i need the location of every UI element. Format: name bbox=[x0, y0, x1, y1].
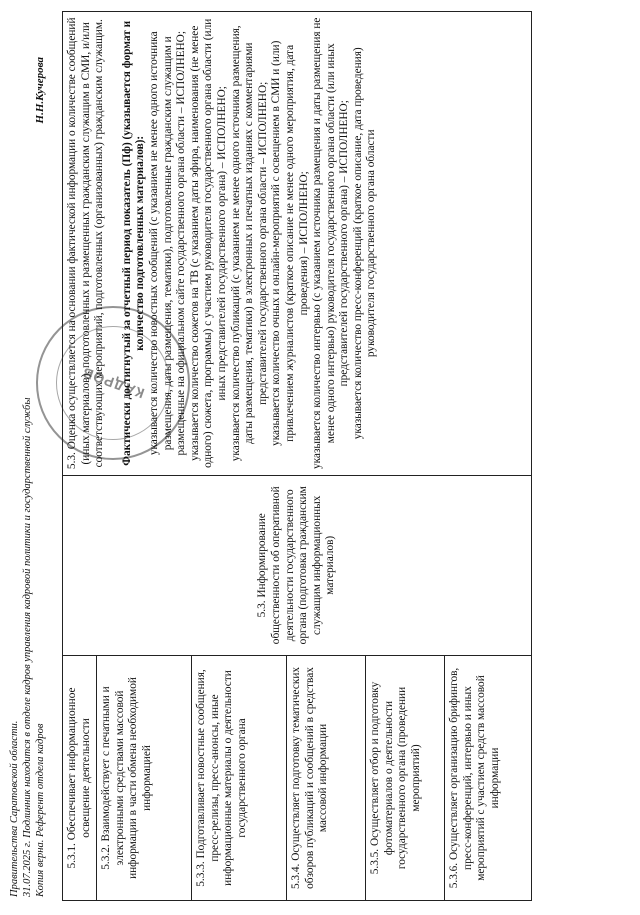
header-line-1: Правительства Саратовской области. bbox=[9, 720, 20, 897]
evaluation-item: указывается количество интервью (с указанием источника размещения и даты размещения не менее одного интервью) руководителя государственного органа области (или иных представителей государственного органа) – ИСПОЛНЕНО; bbox=[311, 17, 351, 470]
header-line-3: Копия верна. Референт отдела кадров bbox=[35, 723, 46, 897]
evaluation-item: указывается количество новостных сообщений (с указанием не менее одного источника размещения, даты размещения, тематики), подготовленные гражданским служащим и размещенные на официальном сайте государственного органа области – ИСПОЛНЕНО; bbox=[147, 31, 188, 456]
table-row bbox=[63, 12, 97, 901]
seal-text: КАДРОВ bbox=[79, 364, 147, 402]
duty-cell bbox=[63, 656, 97, 901]
certification-header bbox=[8, 17, 47, 897]
header-line-2: 31.07.2025 г. Подлинник находится в отделе кадров управления кадровой политики и государственной службы bbox=[22, 397, 33, 897]
evaluation-item: указывается количество сюжетов на ТВ (с указанием даты эфира, наименования (не менее одного) сюжета, программы) с участием руководителя государственного органа области (или иных представителей государственного органа) – ИСПОЛНЕНО; bbox=[188, 18, 228, 468]
evaluation-intro: 5.3. Оценка осуществляется на основании фактической информации о количестве сообщений (иных материалов), подготовленных и размещенных гражданским служащим в СМИ, и/или соответствующих мероприятий, подготовленных (организованных) гражданским служащим. bbox=[66, 17, 106, 470]
indicator-cell bbox=[63, 475, 532, 655]
indicator-text: 5.3. Информирование общественности об оперативной деятельности государственного органа (подготовка гражданским служащим информационных материалов) bbox=[256, 486, 337, 645]
evaluation-heading: Фактически достигнутый за отчетный период показатель (Пф) (указывается формат и количество подготовленных материалов): bbox=[120, 20, 147, 466]
duty-text: 5.3.2. Взаимодействует с печатными и электронными средствами массовой информации в части обмена необходимой информацией bbox=[100, 677, 153, 879]
evaluation-item: указывается количество пресс-конференций (краткое описание, дата проведения) руководителя государственного органа области bbox=[351, 47, 378, 440]
duty-cell bbox=[287, 656, 366, 901]
evaluation-cell bbox=[63, 12, 532, 476]
signer-name: Н.Н.Кучерова bbox=[34, 57, 46, 124]
duty-text: 5.3.3. Подготавливает новостные сообщения, пресс-релизы, пресс-анонсы, иные информационные материалы о деятельности государственного органа bbox=[195, 669, 248, 887]
duty-cell bbox=[445, 656, 532, 901]
duties-table bbox=[62, 11, 532, 901]
duty-text: 5.3.5. Осуществляет отбор и подготовку фотоматериалов о деятельности государственного органа (проведении мероприятий) bbox=[369, 681, 422, 875]
duty-cell bbox=[192, 656, 287, 901]
evaluation-item: указывается количество очных и онлайн-мероприятий с освещением в СМИ и (или) привлечением журналистов (краткое описание не менее одного мероприятия, дата проведения) – ИСПОЛНЕНО; bbox=[270, 40, 310, 446]
duty-text: 5.3.6. Осуществляет организацию брифингов, пресс-конференций, интервью и иных мероприятий с участием средств массовой информации bbox=[448, 667, 501, 889]
duty-cell bbox=[97, 656, 192, 901]
duty-cell bbox=[366, 656, 445, 901]
duty-text: 5.3.4. Осуществляет подготовку тематических обзоров публикаций и сообщений в средствах массовой информации bbox=[290, 666, 330, 890]
evaluation-item: указывается количество публикаций (с указанием не менее одного источника размещения, даты размещения, тематики) в электронных и печатных изданиях с комментариями представителей государственного органа области – ИСПОЛНЕНО; bbox=[229, 25, 269, 462]
duty-text: 5.3.1. Обеспечивает информационное освещение деятельности bbox=[66, 687, 92, 869]
